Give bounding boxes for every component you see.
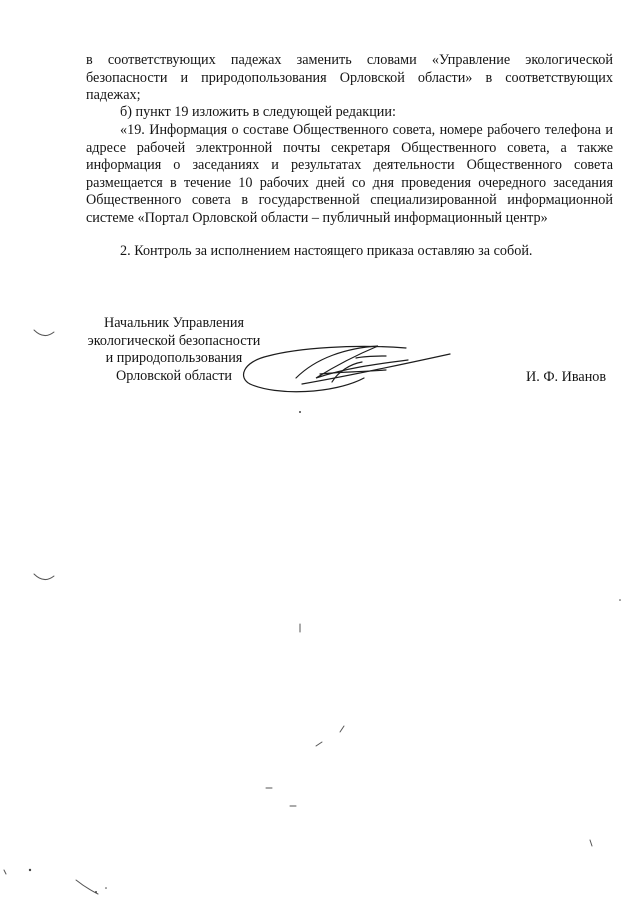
signatory-title-line: Орловской области bbox=[115, 367, 233, 384]
paragraph-clause-19: «19. Информация о составе Общественного совета, номере рабочего телефона и адресе рабочей электронной почты секретаря Общественного совета, а также информация о заседаниях и результатах деятельности Общественного совета размещается в течение 10 рабочих дней со дня проведения очередного заседания Общественного совета в государственной специализированной информационной системе «Портал Орловской области – публичный информационный центр» bbox=[86, 122, 613, 226]
signatory-title-line: Начальник Управления bbox=[103, 315, 245, 331]
signatory-name: И. Ф. Иванов bbox=[526, 369, 607, 385]
paragraph-replacement-wording: в соответствующих падежах заменить словами «Управление экологической безопасности и природопользования Орловской области» в соответствующих падежах; bbox=[86, 52, 613, 104]
paragraph-control-clause: 2. Контроль за исполнением настоящего приказа оставляю за собой. bbox=[120, 243, 533, 259]
paragraph-item-b: б) пункт 19 изложить в следующей редакции: bbox=[120, 104, 396, 120]
signatory-title-line: экологической безопасности bbox=[87, 332, 261, 349]
signatory-title-line: и природопользования bbox=[105, 350, 243, 367]
